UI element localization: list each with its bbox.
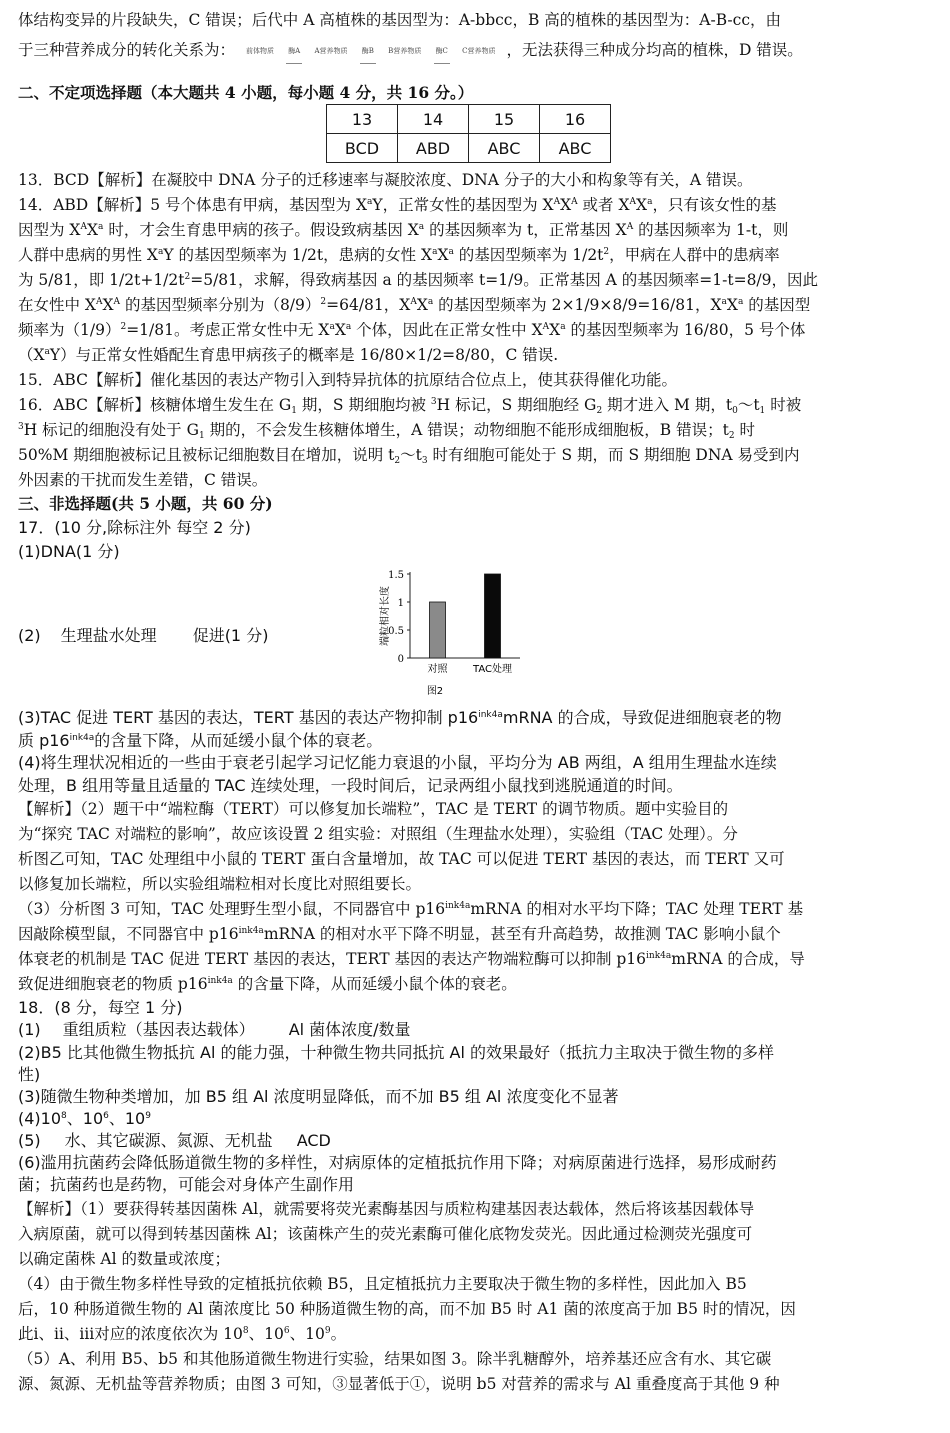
answer-line: (4)将生理状况相近的一些由于衰老引起学习记忆能力衰退的小鼠，平均分为 AB 两组，A 组用生理盐水连续 [18, 753, 777, 772]
bar [430, 602, 446, 658]
table-cell: 16 [540, 105, 611, 134]
bar-chart [370, 566, 540, 706]
y-axis-label: 端粒相对长度 [380, 586, 391, 646]
x-tick-label: TAC处理 [473, 664, 512, 675]
text-line: （4）由于微生物多样性导致的定植抵抗依赖 B5，且定植抵抗力主要取决于微生物的多样性，因此加入 B5 [18, 1275, 747, 1293]
text-line: 析图乙可知，TAC 处理组中小鼠的 TERT 蛋白含量增加，故 TAC 可以促进 TERT 基因的表达，而 TERT 又可 [18, 850, 785, 868]
section-heading: 二、不定项选择题（本大题共 4 小题，每小题 4 分，共 16 分。） [18, 83, 474, 102]
text-line: 入病原菌，就可以得到转基因菌株 Al；该菌株产生的荧光素酶可催化底物发荧光。因此通过检测荧光强度可 [18, 1225, 753, 1243]
text-line: 15．ABC【解析】催化基因的表达产物引入到特异抗体的抗原结合位点上，使其获得催化功能。 [18, 371, 677, 389]
flow-node: A营养物质 [314, 46, 348, 55]
text-line: 【解析】（1）要获得转基因菌株 Al，就需要将荧光素酶基因与质粒构建基因表达载体，然后将该基因载体导 [18, 1200, 755, 1218]
text-line: （5）A、利用 B5、b5 和其他肠道微生物进行实验，结果如图 3。除半乳糖醇外，培养基还应含有水、其它碳 [18, 1350, 772, 1368]
text-line: 因型为 $X^AX^a$ 时，才会生育患甲病的孩子。假设致病基因 $X^a$ 的基因频率为 t，正常基因 $X^A$ 的基因频率为 1-t，则 [18, 221, 789, 239]
y-tick-label: 1 [397, 598, 404, 609]
answer-line: (6)滥用抗菌药会降低肠道微生物的多样性，对病原体的定植抵抗作用下降；对病原菌进行选择，易形成耐药 [18, 1153, 777, 1172]
flow-node: B营养物质 [388, 46, 422, 55]
pathway-diagram [240, 39, 502, 64]
text-line: 以修复加长端粒，所以实验组端粒相对长度比对照组要长。 [18, 875, 422, 893]
flow-arrow: 酶B [360, 39, 376, 64]
question-heading: 17．(10 分,除标注外 每空 2 分) [18, 518, 251, 537]
chart-title: 图2 [426, 686, 444, 697]
y-tick-label: 0.5 [388, 626, 404, 637]
x-tick-label: 对照 [427, 664, 448, 675]
answer-line: (3)随微生物种类增加，加 B5 组 Al 浓度明显降低，而不加 B5 组 Al 浓度变化不显著 [18, 1087, 619, 1106]
section-heading: 三、非选择题(共 5 小题，共 60 分) [18, 494, 273, 513]
text-line: 50%M 期细胞被标记且被标记细胞数目在增加，说明 $t_2\sim t_3$ 时有细胞可能处于 S 期，而 S 期细胞 DNA 易受到内 [18, 446, 800, 466]
answer-line: (3)TAC 促进 TERT 基因的表达，TERT 基因的表达产物抑制 $p16^{ink4a}mRNA$ 的合成，导致促进细胞衰老的物 [18, 708, 782, 727]
text-line: 源、氮源、无机盐等营养物质；由图 3 可知，③显著低于①，说明 b5 对营养的需求与 Al 重叠度高于其他 9 种 [18, 1375, 780, 1393]
text-line: （3）分析图 3 可知，TAC 处理野生型小鼠，不同器官中 $p16^{ink4a}mRNA$ 的相对水平均下降；TAC 处理 TERT 基 [18, 900, 804, 918]
answer-table [326, 104, 611, 163]
answer-line: 处理，B 组用等量且适量的 TAC 连续处理，一段时间后，记录两组小鼠找到逃脱通道的时间。 [18, 776, 683, 795]
answer-line: (2)B5 比其他微生物抵抗 Al 的能力强，十种微生物共同抵抗 Al 的效果最好（抵抗力主取决于微生物的多样 [18, 1043, 775, 1062]
table-row [327, 134, 611, 163]
text-line: 人群中患病的男性 $X^aY$ 的基因型频率为 1/2t，患病的女性 $X^aX^a$ 的基因型频率为 $1/2t^2$，甲病在人群中的患病率 [18, 246, 780, 264]
table-cell: 15 [469, 105, 540, 134]
text-line: $^3$H 标记的细胞没有处于 $G_1$ 期的，不会发生核糖体增生，A 错误；动物细胞不能形成细胞板，B 错误；$t_2$ 时 [18, 421, 756, 441]
table-cell: 13 [327, 105, 398, 134]
flow-node: 前体物质 [245, 46, 274, 55]
answer-line: (1) 重组质粒（基因表达载体） Al 菌体浓度/数量 [18, 1020, 411, 1039]
text-line: 13．BCD【解析】在凝胶中 DNA 分子的迁移速率与凝胶浓度、DNA 分子的大小和构象等有关，A 错误。 [18, 171, 753, 189]
answer-line: (1)DNA(1 分) [18, 542, 120, 561]
text-line: 因敲除模型鼠，不同器官中 $p16^{ink4a}mRNA$ 的相对水平下降不明显，甚至有升高趋势，故推测 TAC 影响小鼠个 [18, 925, 781, 943]
text-line: 后，10 种肠道微生物的 Al 菌浓度比 50 种肠道微生物的高，而不加 B5 时 A1 菌的浓度高于加 B5 时的情况，因 [18, 1300, 796, 1318]
answer-line: $(4)10^8$、$10^6$、$10^9$ [18, 1109, 151, 1128]
table-cell: ABD [398, 134, 469, 163]
text-line: 16．ABC【解析】核糖体增生发生在 $G_1$ 期，S 期细胞均被 $^3$H 标记，S 期细胞经 $G_2$ 期才进入 M 期，$t_0\sim t_1$ 时被 [18, 396, 802, 416]
flow-node: C营养物质 [462, 46, 496, 55]
answer-line: 质 $p16^{ink4a}$的含量下降，从而延缓小鼠个体的衰老。 [18, 731, 383, 750]
text-line: 为 5/81，即 $1/2t+1/2t^2=5/81$，求解，得致病基因 a 的基因频率 t=1/9。正常基因 A 的基因频率=1-t=8/9，因此 [18, 271, 819, 289]
table-row [327, 105, 611, 134]
table-cell: 14 [398, 105, 469, 134]
text-line: 外因素的干扰而发生差错，C 错误。 [18, 471, 268, 489]
text-line: 以确定菌株 Al 的数量或浓度； [18, 1250, 231, 1268]
text-line: 在女性中 $X^AX^A$ 的基因型频率分别为$(8/9)^2=64/81$，$X^AX^a$ 的基因型频率为 2×1/9×8/9=16/81，$X^aX^a$ 的基因型 [18, 296, 811, 314]
table-cell: ABC [469, 134, 540, 163]
answer-line: (5) 水、其它碳源、氮源、无机盐 ACD [18, 1131, 331, 1150]
text-segment: ，无法获得三种成分均高的植株，D 错误。 [506, 41, 803, 59]
y-tick-label: 0 [397, 654, 404, 665]
question-heading: 18．(8 分，每空 1 分) [18, 998, 183, 1017]
bar [485, 574, 501, 658]
answer-line: 菌；抗菌药也是药物，可能会对身体产生副作用 [18, 1175, 355, 1194]
text-line [18, 38, 803, 62]
text-line: $(X^aY)$与正常女性婚配生育患甲病孩子的概率是 16/80×1/2=8/80，C 错误. [18, 346, 559, 364]
text-line: 14．ABD【解析】5 号个体患有甲病，基因型为 $X^aY$，正常女性的基因型为 $X^AX^A$ 或者 $X^AX^a$，只有该女性的基 [18, 196, 777, 214]
text-line: 此ⅰ、ⅱ、ⅲ对应的浓度依次为 $10^8$、$10^6$、$10^9$。 [18, 1325, 347, 1343]
y-tick-label: 1.5 [388, 570, 404, 581]
text-line: 为“探究 TAC 对端粒的影响”，故应该设置 2 组实验：对照组（生理盐水处理），实验组（TAC 处理）。分 [18, 825, 738, 843]
table-cell: ABC [540, 134, 611, 163]
text-line: 体衰老的机制是 TAC 促进 TERT 基因的表达，TERT 基因的表达产物端粒酶可以抑制 $p16^{ink4a}mRNA$ 的合成，导 [18, 950, 805, 968]
flow-arrow: 酶C [434, 39, 450, 64]
text-line: 【解析】（2）题干中“端粒酶（TERT）可以修复加长端粒”，TAC 是 TERT 的调节物质。题中实验目的 [18, 800, 729, 818]
text-line: 致促进细胞衰老的物质 $p16^{ink4a}$ 的含量下降，从而延缓小鼠个体的衰老。 [18, 975, 517, 993]
text-line: 频率为$(1/9)^2=1/81$。考虑正常女性中无 $X^aX^a$ 个体，因此在正常女性中 $X^AX^a$ 的基因型频率为 16/80，5 号个体 [18, 321, 806, 339]
answer-line: (2) 生理盐水处理 促进(1 分) [18, 626, 269, 645]
text-segment: 于三种营养成分的转化关系为： [18, 41, 236, 59]
table-cell: BCD [327, 134, 398, 163]
text-line: 体结构变异的片段缺失，C 错误；后代中 A 高植株的基因型为：A-bbcc，B 高的植株的基因型为：A-B-cc，由 [18, 11, 781, 29]
flow-arrow: 酶A [286, 39, 302, 64]
answer-line: 性) [18, 1065, 41, 1084]
